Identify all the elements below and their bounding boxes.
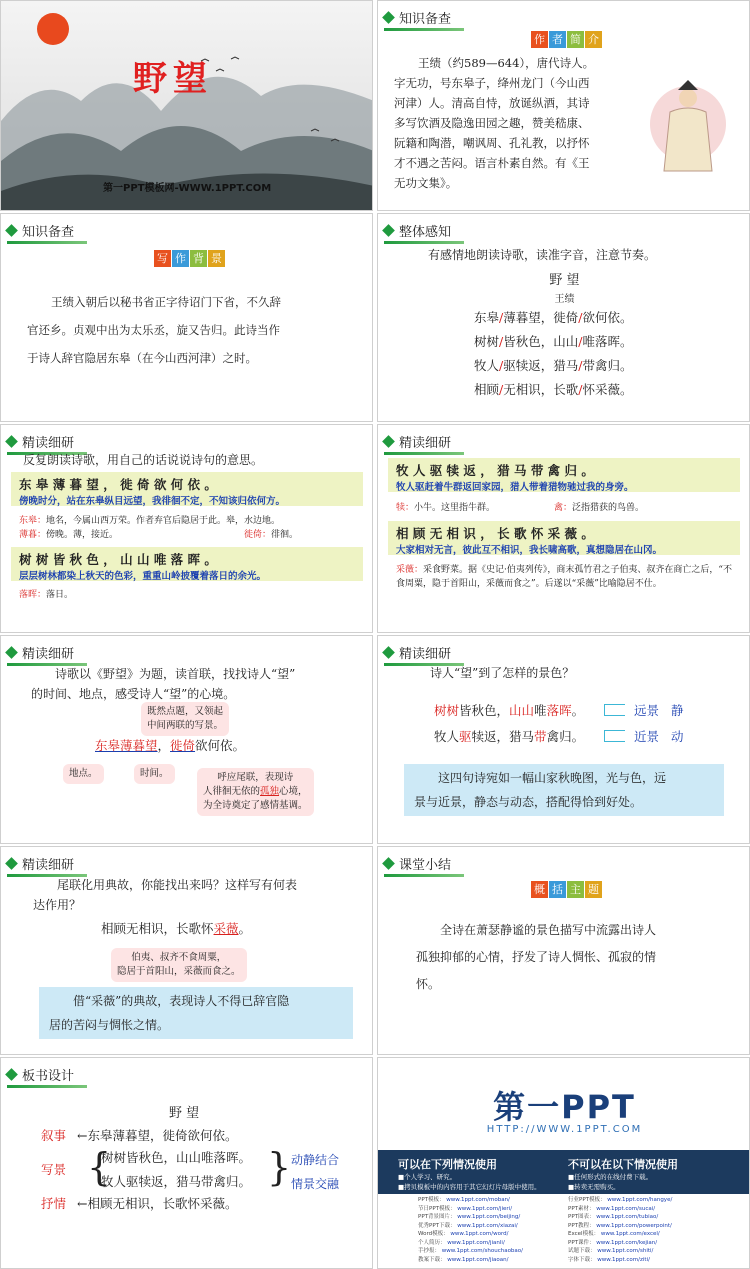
- diamond-icon: [5, 435, 18, 448]
- board-line-1: ←东皋薄暮望，徙倚欲何依。: [77, 1128, 238, 1143]
- section-header: 知识备查: [384, 7, 451, 27]
- section-header: 精读细研: [7, 431, 74, 451]
- board-key-narrative: 叙事: [41, 1128, 67, 1143]
- summary-box: 这四句诗宛如一幅山家秋晚图，光与色，远 景与近景，静态与动态，搭配得恰到好处。: [404, 764, 724, 816]
- note-du: 犊：小牛。这里指牛群。: [396, 503, 496, 513]
- scene-line: 树树皆秋色，山山唯落晖。: [434, 703, 585, 718]
- scene-label: 远景 静: [634, 703, 684, 718]
- slide-close-reading-1: [0, 424, 373, 633]
- link-row[interactable]: Word模板： www.1ppt.com/word/: [418, 1231, 509, 1237]
- link-row[interactable]: PPT课件： www.1ppt.com/kejian/: [568, 1239, 658, 1246]
- slide-close-reading-3: [0, 635, 373, 844]
- tag-author-intro: 作 者 简 介: [531, 31, 602, 48]
- diamond-icon: [5, 857, 18, 870]
- board-key-scenery: 写景: [41, 1162, 67, 1177]
- header-underline: [384, 241, 464, 244]
- note-qin: 禽：泛指猎获的鸟兽。: [554, 503, 645, 513]
- section-header: 精读细研: [7, 642, 74, 662]
- author-portrait-image: [648, 76, 728, 176]
- header-underline: [384, 874, 464, 877]
- poem-title: 野 望: [549, 273, 580, 288]
- brand-url: HTTP://WWW.1PPT.COM: [486, 1124, 643, 1135]
- board-key-emotion: 抒情: [41, 1196, 67, 1211]
- poem-lines: [474, 306, 632, 402]
- link-row[interactable]: 优秀PPT下载： www.1ppt.com/xiazai/: [418, 1222, 518, 1229]
- slide-close-reading-2: [377, 424, 750, 633]
- poem-band: 牧 人 驱 犊 返 ， 猎 马 带 禽 归 。 牧人驱赶着牛群返回家园，猎人带着猎物驰过我的身旁。: [388, 458, 740, 492]
- callout-bubble: 伯夷、叔齐不食周粟， 隐居于首阳山，采薇而食之。: [111, 948, 247, 982]
- diamond-icon: [5, 224, 18, 237]
- diamond-icon: [5, 1068, 18, 1081]
- poem-line-annotated: 相顾无相识，长歌怀采薇。: [101, 921, 252, 936]
- poem-line: 相顾/无相识，长歌/怀采薇。: [474, 382, 633, 397]
- poem-line-annotated: 东皋薄暮望，徙倚欲何依。: [95, 738, 246, 753]
- callout-bubble: 呼应尾联，表现诗 人徘徊无依的孤独心境， 为全诗奠定了感情基调。: [197, 768, 314, 816]
- poem-line: 牧人/驱犊返，猎马/带禽归。: [474, 358, 633, 373]
- link-row[interactable]: PPT模板： www.1ppt.com/moban/: [418, 1197, 510, 1203]
- overall-intro: 有感情地朗读诗歌，读准字音，注意节奏。: [428, 248, 657, 262]
- background-paragraph: 王绩入朝后以秘书省正字待诏门下省，不久辞 官还乡。贞观中出为太乐丞，旋又告归。此诗当作 于诗人辞官隐居东皋（在今山西河津）之时。: [27, 295, 281, 365]
- diamond-icon: [5, 646, 18, 659]
- section-header: 板书设计: [7, 1064, 74, 1084]
- poem-band: 树 树 皆 秋 色 ， 山 山 唯 落 晖 。 层层树林都染上秋天的色彩，重重山岭披覆着落日的余光。: [11, 547, 363, 581]
- link-row[interactable]: 节日PPT模板： www.1ppt.com/jieri/: [418, 1205, 513, 1212]
- poem-line: 东皋/薄暮望，徙倚/欲何依。: [474, 310, 633, 325]
- link-row[interactable]: 字体下载： www.1ppt.com/ziti/: [568, 1256, 650, 1263]
- arrow-icon: [604, 730, 625, 742]
- link-row[interactable]: 个人简历： www.1ppt.com/jianli/: [418, 1239, 505, 1246]
- diamond-icon: [382, 435, 395, 448]
- section-header: 课堂小结: [384, 853, 451, 873]
- note-donggao: 东皋：地名，今属山西万荣。作者弃官后隐居于此。皋，水边地。: [19, 516, 281, 526]
- poem-line: 树树/皆秋色，山山/唯落晖。: [474, 334, 633, 349]
- poem-band: 相 顾 无 相 识 ， 长 歌 怀 采 薇 。 大家相对无言，彼此互不相识，我长啸高歌，真想隐居在山冈。: [388, 521, 740, 555]
- link-row[interactable]: 行业PPT模板： www.1ppt.com/hangye/: [568, 1197, 673, 1203]
- board-line-2: 树树皆秋色，山山唯落晖。: [101, 1150, 252, 1165]
- note-caiwei: 采薇：采食野菜。据《史记·伯夷列传》，商末孤竹君之子伯夷、叔齐在商亡之后，“不食周粟，隐于首阳山，采薇而食之”。后遂以“采薇”比喻隐居不仕。: [396, 565, 732, 589]
- arrow-icon: [604, 704, 625, 716]
- section-header: 整体感知: [384, 220, 451, 240]
- board-title: 野 望: [169, 1106, 200, 1121]
- label-time: 时间。: [134, 764, 175, 784]
- slide-background: [0, 213, 373, 422]
- reading-instruction: 反复朗读诗歌，用自己的话说说诗句的意思。: [23, 453, 264, 467]
- header-underline: [384, 452, 464, 455]
- section-header: 精读细研: [384, 642, 451, 662]
- slide-close-reading-5: [0, 846, 373, 1055]
- note-luohui: 落晖：落日。: [19, 590, 74, 600]
- link-row[interactable]: PPT背景图片： www.1ppt.com/beijing/: [418, 1214, 521, 1220]
- slide-overall: [377, 213, 750, 422]
- poem-band: 东 皋 薄 暮 望 ， 徙 倚 欲 何 依 。 傍晚时分，站在东皋纵目远望，我徘徊不定，不知该归依何方。: [11, 472, 363, 506]
- poem-author: 王绩: [554, 294, 575, 305]
- callout-bubble: 既然点题，又领起 中间两联的写景。: [141, 702, 229, 736]
- slide-board-design: [0, 1057, 373, 1269]
- slide-close-reading-4: [377, 635, 750, 844]
- summary-paragraph: 全诗在萧瑟静谧的景色描写中流露出诗人 孤独抑郁的心情，抒发了诗人惆怅、孤寂的情 怀。: [416, 923, 657, 991]
- header-underline: [7, 241, 87, 244]
- links-right: [568, 1196, 672, 1264]
- usage-panel: 可以在下列情况使用 不可以在以下情况使用 ■个人学习、研究。 ■拷贝模板中的内容用于其它幻灯片母版中使用。 ■任何形式的在线付费下载。 ■转卖无需购买。: [378, 1150, 750, 1269]
- board-line-4: ←相顾无相识，长歌怀采薇。: [77, 1196, 238, 1211]
- slide-author: [377, 0, 750, 211]
- diamond-icon: [382, 646, 395, 659]
- question-text: 诗人“望”到了怎样的景色？: [430, 666, 575, 680]
- section-header: 精读细研: [384, 431, 451, 451]
- section-header: 精读细研: [7, 853, 74, 873]
- link-row[interactable]: Excel模板： www.1ppt.com/excel/: [568, 1231, 660, 1237]
- board-summary: 动静结合 情景交融: [291, 1153, 340, 1191]
- question-text: 尾联化用典故，你能找出来吗？这样写有何表 达作用？: [33, 878, 298, 912]
- tag-writing-background: 写 作 背 景: [154, 250, 225, 267]
- links-panel: [378, 1194, 750, 1269]
- header-underline: [384, 28, 464, 31]
- question-text: 诗歌以《野望》为题，读首联，找找诗人“望” 的时间、地点，感受诗人“望”的心境。: [31, 667, 296, 701]
- diamond-icon: [382, 11, 395, 24]
- section-header: 知识备查: [7, 220, 74, 240]
- link-row[interactable]: 试题下载： www.1ppt.com/shiti/: [568, 1248, 654, 1254]
- link-row[interactable]: PPT教程： www.1ppt.com/powerpoint/: [568, 1222, 672, 1229]
- board-line-3: 牧人驱犊返，猎马带禽归。: [101, 1174, 252, 1189]
- link-row[interactable]: PPT图表： www.1ppt.com/tubiao/: [568, 1214, 659, 1220]
- slide-summary: [377, 846, 750, 1055]
- brand-logo: 第一PPT: [493, 1088, 636, 1126]
- diamond-icon: [382, 857, 395, 870]
- slide-title-text: 野望: [133, 59, 213, 99]
- scene-label: 近景 动: [634, 729, 684, 744]
- links-left: [418, 1196, 523, 1264]
- tag-theme: 概 括 主 题: [531, 881, 602, 898]
- note-bomu: 薄暮：傍晚。薄，接近。: [19, 530, 119, 540]
- label-place: 地点。: [63, 764, 104, 784]
- author-paragraph: 王绩（约589—644），唐代诗人。 字无功，号东皋子，绛州龙门（今山西 河津）人。清高自恃，放诞纵酒，其诗 多写饮酒及隐逸田园之趣，赞美嵇康、 阮籍和陶潜，嘲讽周、孔礼教，以抒怀 才不遇之苦闷。语言朴素自然。有《王 无功文集》。: [394, 56, 595, 190]
- diamond-icon: [382, 224, 395, 237]
- board-brace-left: {: [87, 1145, 112, 1189]
- note-xiyi: 徙倚：徘徊。: [244, 530, 299, 540]
- link-row[interactable]: 教案下载： www.1ppt.com/jiaoan/: [418, 1256, 509, 1263]
- link-row[interactable]: PPT素材： www.1ppt.com/sucai/: [568, 1205, 656, 1212]
- summary-box: 借“采薇”的典故，表现诗人不得已辞官隐 居的苦闷与惆怅之情。: [39, 987, 353, 1039]
- scene-line: 牧人驱犊返，猎马带禽归。: [434, 729, 585, 744]
- header-underline: [7, 1085, 87, 1088]
- link-row[interactable]: 手抄报： www.1ppt.com/shouchaobao/: [418, 1248, 524, 1254]
- board-brace-right: }: [267, 1145, 292, 1189]
- slide-footer: 第一PPT模板网-WWW.1PPT.COM: [103, 183, 272, 194]
- slide-title: [0, 0, 373, 211]
- slide-copyright: [377, 1057, 750, 1269]
